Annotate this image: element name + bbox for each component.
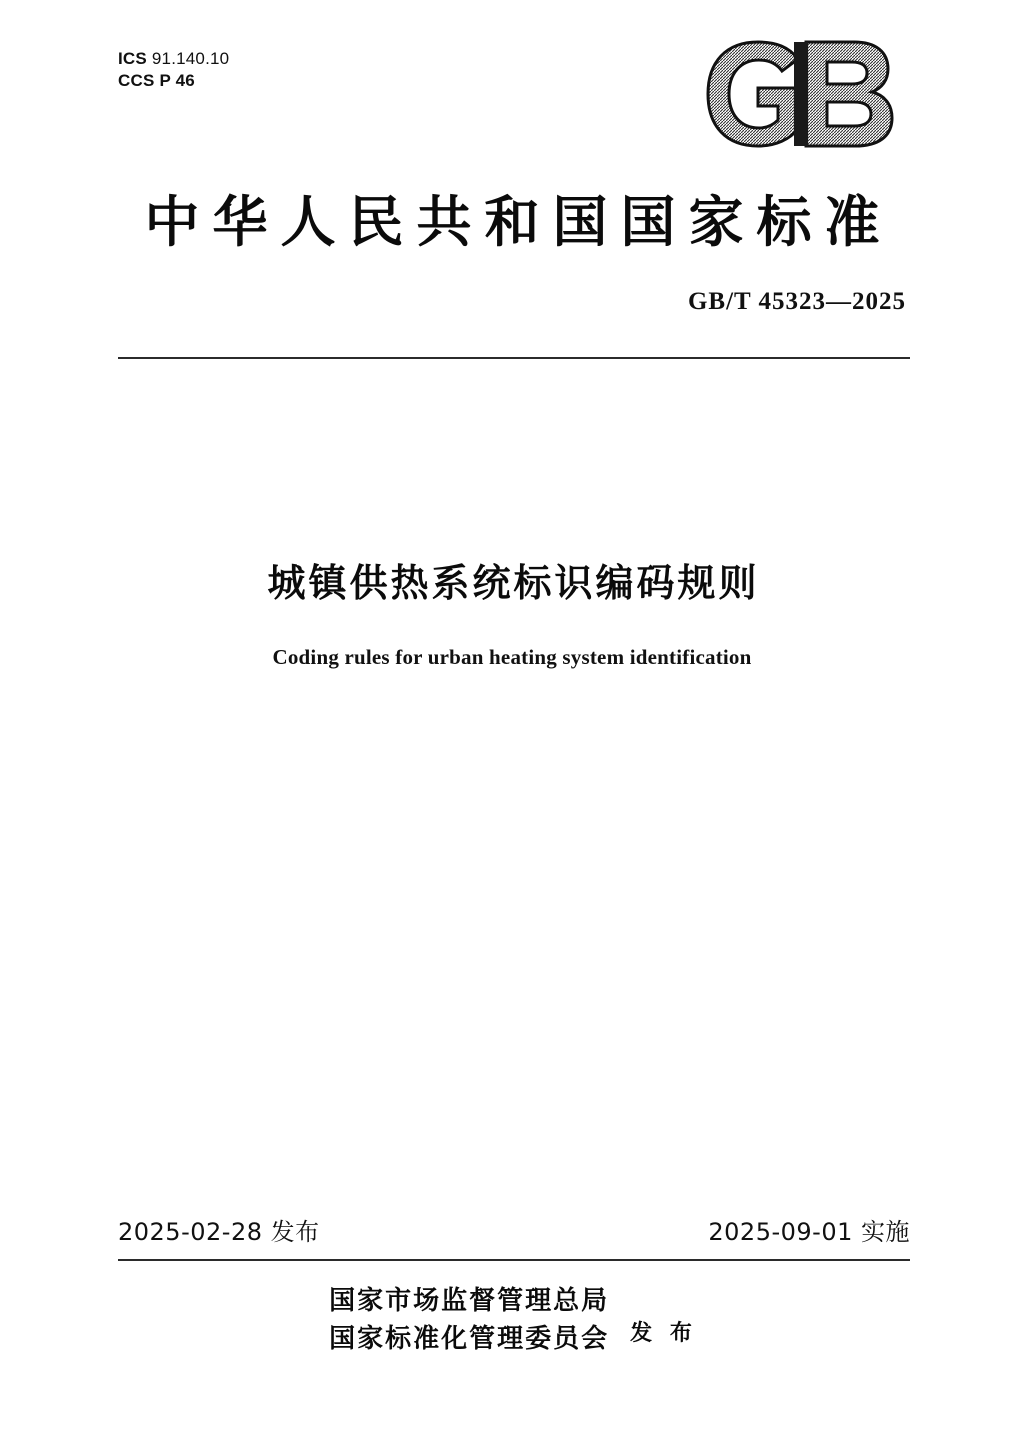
standard-number: GB/T 45323—2025	[687, 288, 906, 315]
footer-divider	[118, 1259, 910, 1261]
implementation-date: 2025-09-01 实施	[708, 1218, 910, 1246]
ccs-label: CCS	[118, 70, 155, 90]
ics-label: ICS	[118, 49, 147, 68]
issue-date: 2025-02-28 发布	[118, 1218, 320, 1246]
publisher-action-label: 发 布	[630, 1321, 697, 1347]
publisher-line-2: 国家标准化管理委员会	[329, 1323, 610, 1354]
page-title: 中华人民共和国国家标准	[144, 189, 893, 254]
dates-row	[118, 1212, 910, 1246]
ccs-value: P 46	[159, 70, 195, 90]
header-divider	[118, 357, 910, 359]
publisher-line-1: 国家市场监督管理总局	[329, 1286, 610, 1316]
document-title-chinese: 城镇供热系统标识编码规则	[267, 561, 760, 605]
publisher-names	[327, 1283, 609, 1358]
ics-code-line	[118, 48, 229, 70]
document-title-english: Coding rules for urban heating system identification	[272, 645, 752, 669]
ccs-code-line	[118, 70, 229, 92]
classification-codes	[118, 48, 229, 92]
publisher-block	[0, 1283, 1024, 1358]
ics-value: 91.140.10	[151, 49, 230, 68]
gb-emblem-icon	[702, 34, 912, 154]
